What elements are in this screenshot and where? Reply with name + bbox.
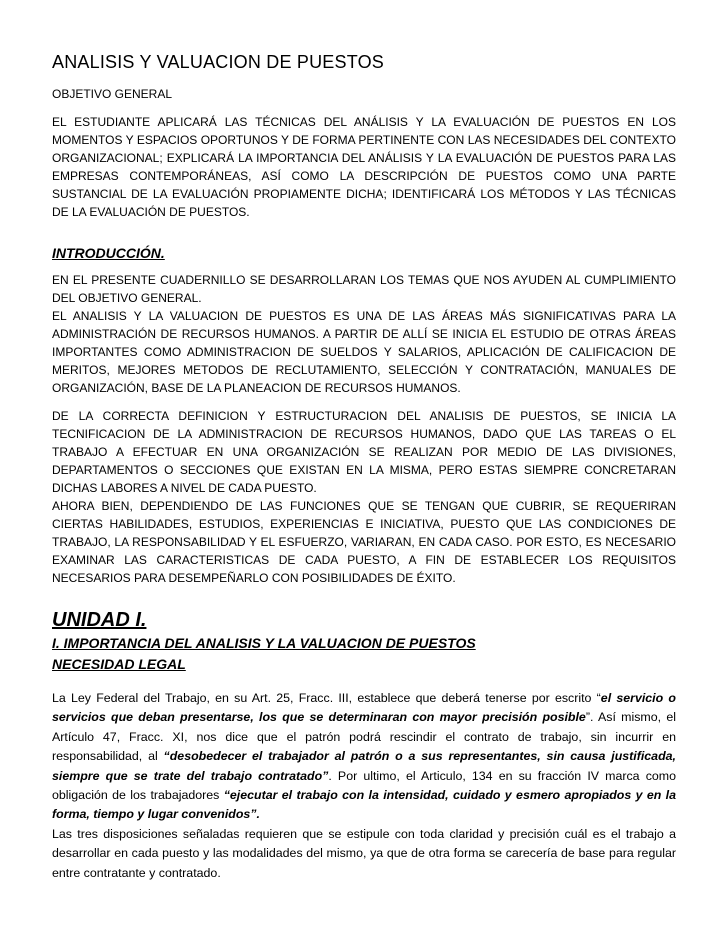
intro-paragraph-3: DE LA CORRECTA DEFINICION Y ESTRUCTURACION DEL ANALISIS DE PUESTOS, SE INICIA LA TECNIFICACION DE LA ADMINISTRACION DE RECURSOS HUMANOS, DADO QUE LAS TAREAS O EL TRABAJO A EFECTUAR EN UNA ORGANIZACIÓN SE REALIZAN POR MEDIO DE LAS DIVISIONES, DEPARTAMENTOS O SECCIONES QUE EXISTAN EN LA MISMA, PERO ESTAS SIEMPRE CONCRETARAN DICHAS LABORES A NIVEL DE CADA PUESTO. <box>52 409 676 495</box>
unidad-subheading-1: I. IMPORTANCIA DEL ANALISIS Y LA VALUACION DE PUESTOS <box>52 635 476 651</box>
legal-quote-3: “ejecutar el trabajo con la intensidad, cuidado y esmero apropiados y en la forma, tiempo y lugar convenidos”. <box>52 788 677 822</box>
introduccion-heading: INTRODUCCIÓN. <box>52 245 165 261</box>
legal-text-c: ”. Así mismo, el Artículo 47, Fracc. XI, nos dice que el patrón podrá rescindir el contrato de trabajo, sin incurrir en responsabilidad, al <box>52 710 676 764</box>
intro-paragraph-2: EL ANALISIS Y LA VALUACION DE PUESTOS ES UNA DE LAS ÁREAS MÁS SIGNIFICATIVAS PARA LA ADMINISTRACIÓN DE RECURSOS HUMANOS. A PARTIR DE ALLÍ SE INICIA EL ESTUDIO DE OTRAS ÁREAS IMPORTANTES COMO ADMINISTRACION DE SUELDOS Y SALARIOS, APLICACIÓN DE CALIFICACION DE MERITOS, MEJORES METODOS DE RECLUTAMIENTO, SELECCIÓN Y CONTRATACIÓN, MANUALES DE ORGANIZACIÓN, BASE DE LA PLANEACION DE RECURSOS HUMANOS. <box>52 309 676 395</box>
document-title: ANALISIS Y VALUACION DE PUESTOS <box>52 52 384 72</box>
intro-paragraph-1: EN EL PRESENTE CUADERNILLO SE DESARROLLARAN LOS TEMAS QUE NOS AYUDEN AL CUMPLIMIENTO DEL OBJETIVO GENERAL. <box>52 273 676 305</box>
legal-text-a: La Ley Federal del Trabajo, en su Art. 25, Fracc. III, establece que deberá tenerse por escrito “ <box>52 691 601 705</box>
objetivo-text: EL ESTUDIANTE APLICARÁ LAS TÉCNICAS DEL ANÁLISIS Y LA EVALUACIÓN DE PUESTOS EN LOS MOMENTOS Y ESPACIOS OPORTUNOS Y DE FORMA PERTINENTE CON LAS NECESIDADES DEL CONTEXTO ORGANIZACIONAL; EXPLICARÁ LA IMPORTANCIA DEL ANÁLISIS Y LA EVALUACIÓN DE PUESTOS PARA LAS EMPRESAS CONTEMPORÁNEAS, ASÍ COMO LA DESCRIPCIÓN DE PUESTOS COMO UNA PARTE SUSTANCIAL DE LA EVALUACIÓN PROPIAMENTE DICHA; IDENTIFICARÁ LOS MÉTODOS Y LAS TÉCNICAS DE LA EVALUACIÓN DE PUESTOS. <box>52 115 676 219</box>
unidad-heading: UNIDAD I. <box>52 609 147 631</box>
legal-paragraph-2: Las tres disposiciones señaladas requieren que se estipule con toda claridad y precisión cuál es el trabajo a desarrollar en cada puesto y las modalidades del mismo, ya que de otra forma se carecería de base para regular entre contratante y contratado. <box>52 826 676 880</box>
legal-text-e: . Por ultimo, el Articulo, 134 en su fracción IV marca como obligación de los trabajadores <box>52 768 676 803</box>
legal-quote-2: “desobedecer el trabajador al patrón o a sus representantes, sin causa justificada, siempre que se trate del trabajo contratado” <box>52 749 676 783</box>
objetivo-heading: OBJETIVO GENERAL <box>52 87 173 101</box>
legal-paragraph-1 <box>52 689 676 825</box>
unidad-subheading-2: NECESIDAD LEGAL <box>52 656 186 672</box>
legal-quote-1: el servicio o servicios que deban presentarse, los que se determinaran con mayor precisión posible <box>52 691 676 725</box>
intro-paragraph-4: AHORA BIEN, DEPENDIENDO DE LAS FUNCIONES QUE SE TENGAN QUE CUBRIR, SE REQUERIRAN CIERTAS HABILIDADES, ESTUDIOS, EXPERIENCIAS E INICIATIVA, PUESTO QUE LAS CONDICIONES DE TRABAJO, LA RESPONSABILIDAD Y EL ESFUERZO, VARIARAN, EN CADA CASO. POR ESTO, ES NECESARIO EXAMINAR LAS CARACTERISTICAS DE CADA PUESTO, A FIN DE ESTABLECER LOS REQUISITOS NECESARIOS PARA DESEMPEÑARLO CON POSIBILIDADES DE ÉXITO. <box>52 499 676 585</box>
